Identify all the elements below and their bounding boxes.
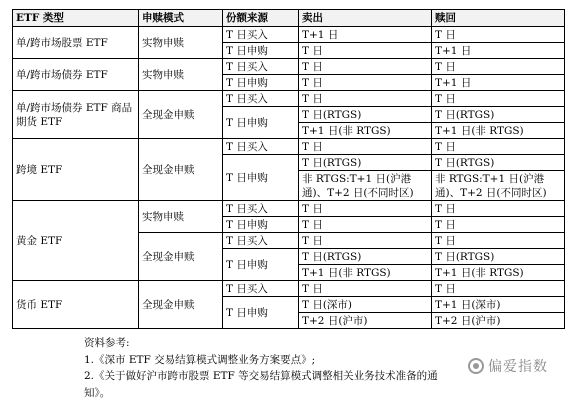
watermark-text: 偏爱指数 — [488, 359, 548, 375]
sell-cell: T 日 — [299, 217, 432, 233]
source-cell: T 日买入 — [223, 27, 299, 43]
wechat-logo-icon — [468, 358, 484, 374]
sell-cell: T 日 — [299, 139, 432, 155]
etf-type-cell: 单/跨市场债券 ETF — [13, 59, 139, 91]
watermark — [468, 356, 548, 376]
table-header-row — [13, 10, 565, 27]
source-cell: T 日申购 — [223, 249, 299, 281]
redeem-cell: T+1 日 — [432, 43, 565, 59]
table-row — [13, 91, 565, 107]
sell-cell: T+1 日 — [299, 27, 432, 43]
redeem-cell: T 日 — [432, 217, 565, 233]
redeem-cell: T 日 — [432, 59, 565, 75]
source-cell: T 日申购 — [223, 75, 299, 91]
source-cell: T 日申购 — [223, 155, 299, 201]
mode-cell: 全现金申赎 — [139, 281, 223, 329]
etf-type-cell: 跨境 ETF — [13, 139, 139, 201]
redeem-cell: T 日(RTGS) — [432, 107, 565, 123]
source-cell: T 日买入 — [223, 139, 299, 155]
redeem-cell: 非 RTGS:T+1 日(沪港通)、T+2 日(不同时区) — [432, 171, 565, 201]
redeem-cell: T 日(RTGS) — [432, 155, 565, 171]
sell-cell: T 日 — [299, 233, 432, 249]
redeem-cell: T 日 — [432, 139, 565, 155]
redeem-cell: T+1 日(非 RTGS) — [432, 123, 565, 139]
sell-cell: T 日(深市) — [299, 297, 432, 313]
source-cell: T 日申购 — [223, 297, 299, 329]
sell-cell: T+1 日(非 RTGS) — [299, 123, 432, 139]
sell-cell: T+2 日(沪市) — [299, 313, 432, 329]
mode-cell: 实物申赎 — [139, 27, 223, 59]
source-cell: T 日买入 — [223, 91, 299, 107]
sell-cell: T+1 日(非 RTGS) — [299, 265, 432, 281]
mode-cell: 全现金申赎 — [139, 91, 223, 139]
source-cell: T 日买入 — [223, 201, 299, 217]
mode-cell: 全现金申赎 — [139, 233, 223, 281]
table-row — [13, 59, 565, 75]
sell-cell: T 日 — [299, 91, 432, 107]
sell-cell: T 日 — [299, 75, 432, 91]
etf-type-cell: 单/跨市场股票 ETF — [13, 27, 139, 59]
sell-cell: T 日 — [299, 59, 432, 75]
sell-cell: T 日(RTGS) — [299, 249, 432, 265]
header-source: 份额来源 — [223, 10, 299, 27]
redeem-cell: T+2 日(沪市) — [432, 313, 565, 329]
source-cell: T 日买入 — [223, 281, 299, 297]
redeem-cell: T+1 日(非 RTGS) — [432, 265, 565, 281]
reference-item: 2.《关于做好沪市跨市股票 ETF 等交易结算模式调整相关业务技术准备的通 — [84, 370, 438, 382]
redeem-cell: T+1 日(深市) — [432, 297, 565, 313]
sell-cell: 非 RTGS:T+1 日(沪港通)、T+2 日(不同时区) — [299, 171, 432, 201]
header-redeem: 赎回 — [432, 10, 565, 27]
header-etf-type: ETF 类型 — [13, 10, 139, 27]
redeem-cell: T 日 — [432, 281, 565, 297]
source-cell: T 日申购 — [223, 107, 299, 139]
source-cell: T 日买入 — [223, 59, 299, 75]
header-mode: 申赎模式 — [139, 10, 223, 27]
table-row — [13, 27, 565, 43]
etf-settlement-table — [12, 9, 565, 329]
references-title: 资料参考: — [84, 337, 130, 349]
sell-cell: T 日 — [299, 201, 432, 217]
source-cell: T 日申购 — [223, 217, 299, 233]
mode-cell: 全现金申赎 — [139, 139, 223, 201]
etf-type-cell: 单/跨市场债券 ETF 商品期货 ETF — [13, 91, 139, 139]
sell-cell: T 日 — [299, 43, 432, 59]
sell-cell: T 日(RTGS) — [299, 155, 432, 171]
header-sell: 卖出 — [299, 10, 432, 27]
redeem-cell: T 日 — [432, 27, 565, 43]
reference-item: 1.《深市 ETF 交易结算模式调整业务方案要点》; — [84, 353, 316, 366]
redeem-cell: T 日 — [432, 91, 565, 107]
table-row — [13, 139, 565, 155]
sell-cell: T 日 — [299, 281, 432, 297]
etf-type-cell: 黄金 ETF — [13, 201, 139, 281]
reference-item-continued: 知》。 — [84, 386, 111, 399]
source-cell: T 日买入 — [223, 233, 299, 249]
redeem-cell: T 日 — [432, 201, 565, 217]
sell-cell: T 日(RTGS) — [299, 107, 432, 123]
references-section — [84, 335, 514, 401]
mode-cell: 实物申赎 — [139, 201, 223, 233]
redeem-cell: T 日 — [432, 233, 565, 249]
mode-cell: 实物申赎 — [139, 59, 223, 91]
redeem-cell: T 日(RTGS) — [432, 249, 565, 265]
etf-type-cell: 货币 ETF — [13, 281, 139, 329]
source-cell: T 日申购 — [223, 43, 299, 59]
table-row — [13, 201, 565, 217]
redeem-cell: T+1 日 — [432, 75, 565, 91]
table-row — [13, 281, 565, 297]
